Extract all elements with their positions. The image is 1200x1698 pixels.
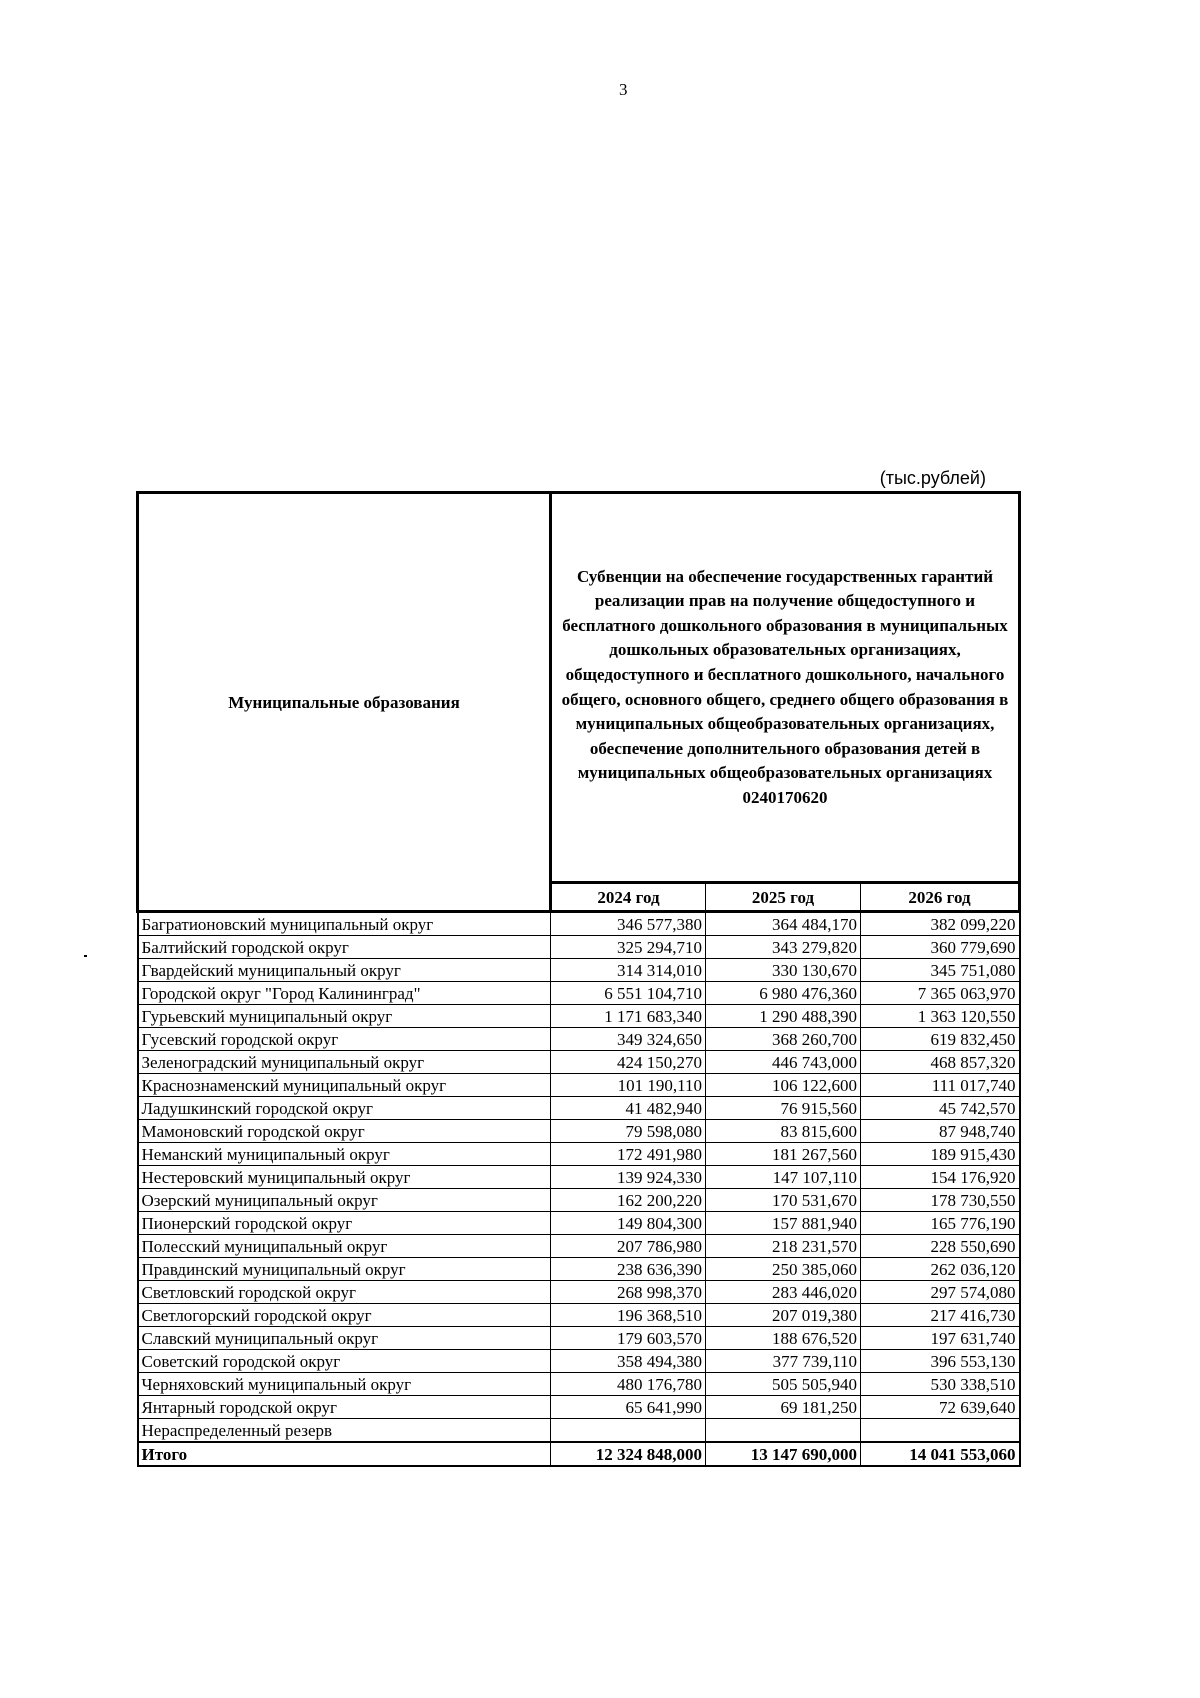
municipality-name: Янтарный городской округ (138, 1396, 551, 1419)
value-2026: 360 779,690 (861, 936, 1020, 959)
table-row (138, 1051, 1020, 1074)
municipality-name: Черняховский муниципальный округ (138, 1373, 551, 1396)
value-2025: 207 019,380 (706, 1304, 861, 1327)
municipality-name: Славский муниципальный округ (138, 1327, 551, 1350)
table-row (138, 1327, 1020, 1350)
municipality-name: Нераспределенный резерв (138, 1419, 551, 1443)
year-header-2025: 2025 год (706, 883, 861, 912)
value-2024: 349 324,650 (551, 1028, 706, 1051)
value-2024: 101 190,110 (551, 1074, 706, 1097)
table-row (138, 1028, 1020, 1051)
value-2026: 217 416,730 (861, 1304, 1020, 1327)
value-2024: 179 603,570 (551, 1327, 706, 1350)
municipality-name: Светловский городской округ (138, 1281, 551, 1304)
value-2025: 83 815,600 (706, 1120, 861, 1143)
table-row (138, 1258, 1020, 1281)
municipality-name: Пионерский городской округ (138, 1212, 551, 1235)
table-row (138, 982, 1020, 1005)
value-2024: 149 804,300 (551, 1212, 706, 1235)
value-2026: 530 338,510 (861, 1373, 1020, 1396)
municipality-name: Балтийский городской округ (138, 936, 551, 959)
value-2026: 45 742,570 (861, 1097, 1020, 1120)
value-2026: 197 631,740 (861, 1327, 1020, 1350)
value-2024: 207 786,980 (551, 1235, 706, 1258)
value-2026: 14 041 553,060 (861, 1442, 1020, 1466)
value-2025: 6 980 476,360 (706, 982, 861, 1005)
value-2025: 283 446,020 (706, 1281, 861, 1304)
value-2024: 314 314,010 (551, 959, 706, 982)
value-2026: 7 365 063,970 (861, 982, 1020, 1005)
table-row (138, 1304, 1020, 1327)
value-2026: 468 857,320 (861, 1051, 1020, 1074)
value-2024: 358 494,380 (551, 1350, 706, 1373)
scan-speck (84, 955, 87, 957)
value-2025: 13 147 690,000 (706, 1442, 861, 1466)
value-2025: 505 505,940 (706, 1373, 861, 1396)
header-subvention: Субвенции на обеспечение государственных гарантий реализации прав на получение общедоступного и бесплатного дошкольного образования в муниципальных дошкольных образовательных организациях, общедоступного и бесплатного дошкольного, начального общего, основного общего, среднего общего образования в муниципальных общеобразовательных организациях, обеспечение дополнительного образования детей в муниципальных общеобразовательных организациях 0240170620 (551, 493, 1020, 883)
table-row (138, 1166, 1020, 1189)
value-2026: 165 776,190 (861, 1212, 1020, 1235)
municipality-name: Багратионовский муниципальный округ (138, 912, 551, 936)
municipality-name: Городской округ "Город Калининград" (138, 982, 551, 1005)
value-2024: 325 294,710 (551, 936, 706, 959)
value-2026: 178 730,550 (861, 1189, 1020, 1212)
value-2025: 157 881,940 (706, 1212, 861, 1235)
value-2025: 1 290 488,390 (706, 1005, 861, 1028)
table-row (138, 1189, 1020, 1212)
value-2026: 619 832,450 (861, 1028, 1020, 1051)
value-2024 (551, 1419, 706, 1443)
value-2025: 377 739,110 (706, 1350, 861, 1373)
value-2025: 364 484,170 (706, 912, 861, 936)
value-2024: 268 998,370 (551, 1281, 706, 1304)
table-row (138, 912, 1020, 936)
table-row (138, 1396, 1020, 1419)
table-row (138, 936, 1020, 959)
value-2024: 162 200,220 (551, 1189, 706, 1212)
subvention-table (136, 491, 1021, 1467)
municipality-name: Ладушкинский городской округ (138, 1097, 551, 1120)
value-2026: 228 550,690 (861, 1235, 1020, 1258)
value-2026: 111 017,740 (861, 1074, 1020, 1097)
value-2025: 343 279,820 (706, 936, 861, 959)
value-2025: 147 107,110 (706, 1166, 861, 1189)
value-2025: 218 231,570 (706, 1235, 861, 1258)
value-2025: 368 260,700 (706, 1028, 861, 1051)
municipality-name: Гусевский городской округ (138, 1028, 551, 1051)
municipality-name: Правдинский муниципальный округ (138, 1258, 551, 1281)
value-2024: 139 924,330 (551, 1166, 706, 1189)
table-row (138, 1120, 1020, 1143)
municipality-name: Итого (138, 1442, 551, 1466)
total-row (138, 1442, 1020, 1466)
table-row (138, 1373, 1020, 1396)
value-2026: 396 553,130 (861, 1350, 1020, 1373)
municipality-name: Зеленоградский муниципальный округ (138, 1051, 551, 1074)
value-2026: 262 036,120 (861, 1258, 1020, 1281)
value-2026: 189 915,430 (861, 1143, 1020, 1166)
municipality-name: Гвардейский муниципальный округ (138, 959, 551, 982)
municipality-name: Краснознаменский муниципальный округ (138, 1074, 551, 1097)
value-2024: 196 368,510 (551, 1304, 706, 1327)
value-2026: 154 176,920 (861, 1166, 1020, 1189)
municipality-name: Озерский муниципальный округ (138, 1189, 551, 1212)
value-2025: 250 385,060 (706, 1258, 861, 1281)
header-municipal: Муниципальные образования (138, 493, 551, 912)
value-2025: 76 915,560 (706, 1097, 861, 1120)
value-2024: 1 171 683,340 (551, 1005, 706, 1028)
page-number: 3 (619, 80, 628, 99)
year-header-2024: 2024 год (551, 883, 706, 912)
value-2025 (706, 1419, 861, 1443)
municipality-name: Светлогорский городской округ (138, 1304, 551, 1327)
value-2024: 6 551 104,710 (551, 982, 706, 1005)
municipality-name: Мамоновский городской округ (138, 1120, 551, 1143)
table-row (138, 1235, 1020, 1258)
units-label: (тыс.рублей) (879, 468, 986, 488)
table-row (138, 1097, 1020, 1120)
value-2024: 172 491,980 (551, 1143, 706, 1166)
value-2024: 480 176,780 (551, 1373, 706, 1396)
value-2025: 181 267,560 (706, 1143, 861, 1166)
value-2026: 297 574,080 (861, 1281, 1020, 1304)
value-2026 (861, 1419, 1020, 1443)
table-row (138, 1419, 1020, 1443)
value-2024: 238 636,390 (551, 1258, 706, 1281)
value-2026: 87 948,740 (861, 1120, 1020, 1143)
value-2026: 72 639,640 (861, 1396, 1020, 1419)
municipality-name: Неманский муниципальный округ (138, 1143, 551, 1166)
value-2025: 106 122,600 (706, 1074, 861, 1097)
value-2024: 12 324 848,000 (551, 1442, 706, 1466)
municipality-name: Гурьевский муниципальный округ (138, 1005, 551, 1028)
value-2026: 1 363 120,550 (861, 1005, 1020, 1028)
municipality-name: Советский городской округ (138, 1350, 551, 1373)
value-2025: 446 743,000 (706, 1051, 861, 1074)
value-2025: 170 531,670 (706, 1189, 861, 1212)
value-2024: 79 598,080 (551, 1120, 706, 1143)
value-2024: 424 150,270 (551, 1051, 706, 1074)
value-2025: 69 181,250 (706, 1396, 861, 1419)
value-2024: 41 482,940 (551, 1097, 706, 1120)
value-2024: 346 577,380 (551, 912, 706, 936)
value-2026: 345 751,080 (861, 959, 1020, 982)
value-2025: 188 676,520 (706, 1327, 861, 1350)
table-row (138, 1005, 1020, 1028)
municipality-name: Полесский муниципальный округ (138, 1235, 551, 1258)
table-row (138, 959, 1020, 982)
municipality-name: Нестеровский муниципальный округ (138, 1166, 551, 1189)
table-row (138, 1281, 1020, 1304)
table-row (138, 1212, 1020, 1235)
table-row (138, 1350, 1020, 1373)
table-row (138, 1143, 1020, 1166)
value-2026: 382 099,220 (861, 912, 1020, 936)
year-header-2026: 2026 год (861, 883, 1020, 912)
table-row (138, 1074, 1020, 1097)
value-2024: 65 641,990 (551, 1396, 706, 1419)
value-2025: 330 130,670 (706, 959, 861, 982)
